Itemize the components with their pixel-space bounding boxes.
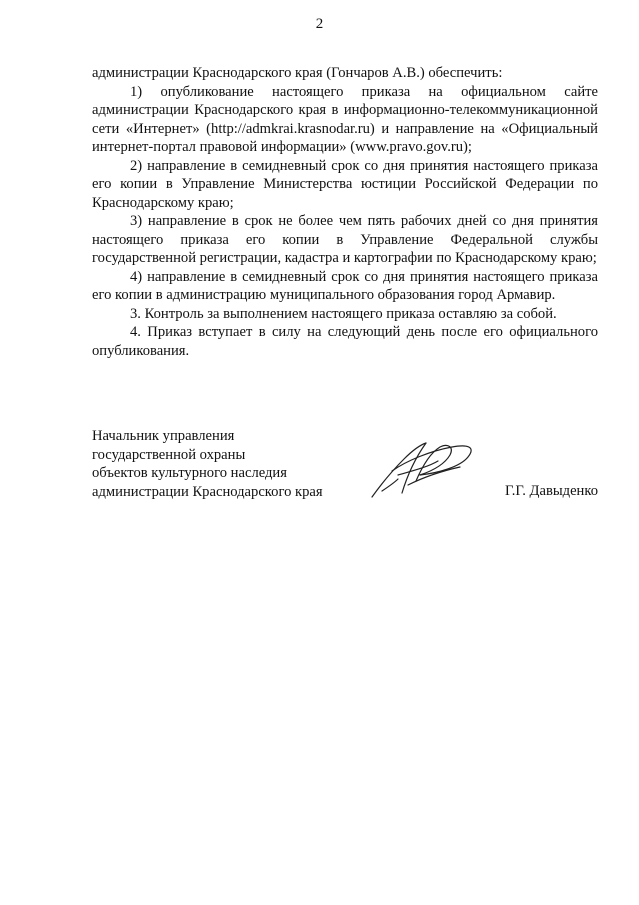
page-number: 2 [315, 16, 324, 32]
signer-title-line: администрации Краснодарского края [92, 483, 323, 500]
paragraph-clause-3: 3. Контроль за выполнением настоящего приказа оставляю за собой. [130, 305, 557, 322]
signature-block [92, 427, 598, 507]
signer-name: Г.Г. Давыденко [504, 483, 598, 499]
paragraph-item-4: 4) направление в семидневный срок со дня принятия настоящего приказа его копии в администрацию муниципального образования город Армавир. [92, 268, 598, 303]
signer-title-line: Начальник управления [92, 428, 235, 444]
paragraph-item-3: 3) направление в срок не более чем пять рабочих дней со дня принятия настоящего приказа его копии в Управление Федеральной службы государственной регистрации, кадастра и картографии по Краснодарскому краю; [92, 213, 598, 266]
paragraph-item-1: 1) опубликование настоящего приказа на официальном сайте администрации Краснодарского края в информационно-телекоммуникационной сети «Интернет» (http://admkrai.krasnodar.ru) и направление на «Официальный интернет-портал правовой информации» (www.pravo.gov.ru); [92, 83, 598, 155]
signer-title-line: государственной охраны [92, 446, 246, 463]
signer-title-line: объектов культурного наследия [92, 465, 287, 481]
paragraph-item-2: 2) направление в семидневный срок со дня принятия настоящего приказа его копии в Управление Министерства юстиции Российской Федерации по Краснодарскому краю; [92, 157, 598, 211]
handwritten-signature-icon [368, 431, 478, 501]
document-body [92, 64, 598, 360]
paragraph-continuation: администрации Краснодарского края (Гончаров А.В.) обеспечить: [92, 65, 503, 81]
paragraph-clause-4: 4. Приказ вступает в силу на следующий день после его официального опубликования. [92, 324, 598, 359]
